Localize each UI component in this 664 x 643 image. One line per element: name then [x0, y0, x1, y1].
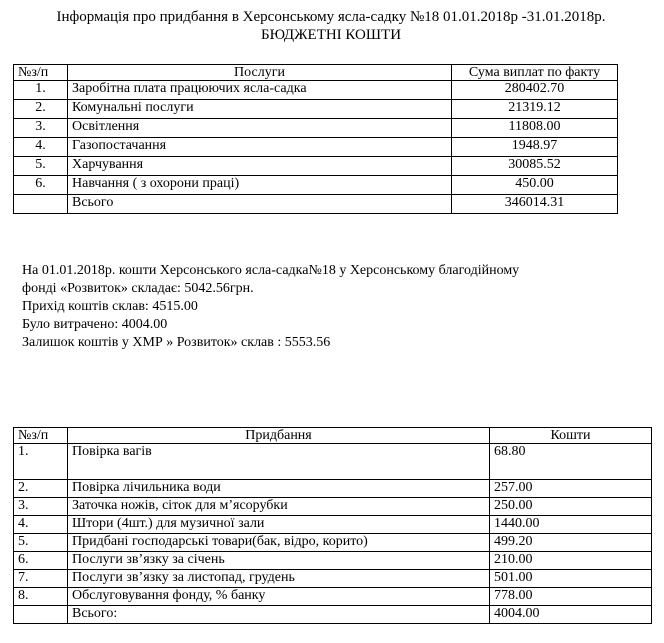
table-row: [14, 100, 618, 119]
fund-line: фонді «Розвиток» складає: 5042.56грн.: [22, 281, 254, 296]
item-name: Послуги зв’язку за листопад, грудень: [68, 570, 490, 588]
table-row: [14, 552, 652, 570]
page-title: Інформація про придбання в Херсонському ясла-садку №18 01.01.2018р -31.01.2018р.: [56, 9, 606, 25]
service-name: Навчання ( з охорони праці): [68, 176, 452, 195]
table-row: [14, 588, 652, 606]
table-row: [14, 444, 652, 480]
table-row: [14, 480, 652, 498]
row-number: 7.: [14, 570, 68, 588]
table-row: [14, 81, 618, 100]
amount: 450.00: [452, 176, 618, 195]
column-header: Кошти: [490, 428, 652, 444]
amount: 778.00: [490, 588, 652, 606]
total-amount: 4004.00: [490, 606, 652, 624]
row-number: 4.: [14, 138, 68, 157]
item-name: Повірка лічильника води: [68, 480, 490, 498]
empty-cell: [14, 195, 68, 214]
row-number: 3.: [14, 119, 68, 138]
page-subtitle: БЮДЖЕТНІ КОШТИ: [260, 27, 402, 43]
row-number: 1.: [14, 81, 68, 100]
row-number: 6.: [14, 552, 68, 570]
amount: 250.00: [490, 498, 652, 516]
amount: 1440.00: [490, 516, 652, 534]
purchase-table: [13, 427, 652, 624]
row-number: 1.: [14, 444, 68, 480]
column-header: №з/п: [14, 428, 68, 444]
row-number: 2.: [14, 100, 68, 119]
fund-balance: Залишок коштів у ХМР » Розвиток» склав : 5553.56: [22, 335, 331, 350]
table-row: [14, 498, 652, 516]
table-row: [14, 119, 618, 138]
table-row: [14, 570, 652, 588]
table-header-row: [14, 428, 652, 444]
row-number: 5.: [14, 157, 68, 176]
item-name: Заточка ножів, сіток для м’ясорубки: [68, 498, 490, 516]
fund-spent: Було витрачено: 4004.00: [22, 317, 168, 332]
fund-line: На 01.01.2018р. кошти Херсонського ясла-садка№18 у Херсонському благодійному: [22, 263, 520, 278]
amount: 501.00: [490, 570, 652, 588]
row-number: 5.: [14, 534, 68, 552]
table-row: [14, 176, 618, 195]
table-total-row: [14, 606, 652, 624]
table-row: [14, 534, 652, 552]
column-header: Сума виплат по факту: [452, 65, 618, 81]
total-label: Всього: [68, 195, 452, 214]
amount: 499.20: [490, 534, 652, 552]
total-label: Всього:: [68, 606, 490, 624]
empty-cell: [14, 606, 68, 624]
column-header: Послуги: [68, 65, 452, 81]
row-number: 8.: [14, 588, 68, 606]
row-number: 3.: [14, 498, 68, 516]
amount: 257.00: [490, 480, 652, 498]
row-number: 4.: [14, 516, 68, 534]
amount: 68.80: [490, 444, 652, 480]
table-row: [14, 516, 652, 534]
amount: 210.00: [490, 552, 652, 570]
service-name: Харчування: [68, 157, 452, 176]
fund-income: Прихід коштів склав: 4515.00: [22, 299, 198, 314]
budget-table: [13, 64, 618, 214]
amount: 1948.97: [452, 138, 618, 157]
row-number: 2.: [14, 480, 68, 498]
amount: 21319.12: [452, 100, 618, 119]
row-number: 6.: [14, 176, 68, 195]
table-total-row: [14, 195, 618, 214]
table-row: [14, 138, 618, 157]
item-name: Послуги зв’язку за січень: [68, 552, 490, 570]
item-name: Повірка вагів: [68, 444, 490, 480]
amount: 11808.00: [452, 119, 618, 138]
total-amount: 346014.31: [452, 195, 618, 214]
column-header: №з/п: [14, 65, 68, 81]
item-name: Обслуговування фонду, % банку: [68, 588, 490, 606]
table-header-row: [14, 65, 618, 81]
item-name: Штори (4шт.) для музичної зали: [68, 516, 490, 534]
service-name: Комунальні послуги: [68, 100, 452, 119]
amount: 280402.70: [452, 81, 618, 100]
table-row: [14, 157, 618, 176]
amount: 30085.52: [452, 157, 618, 176]
fund-info: [22, 262, 519, 352]
item-name: Придбані господарські товари(бак, відро, корито): [68, 534, 490, 552]
service-name: Освітлення: [68, 119, 452, 138]
service-name: Газопостачання: [68, 138, 452, 157]
column-header: Придбання: [68, 428, 490, 444]
service-name: Заробітна плата працюючих ясла-садка: [68, 81, 452, 100]
